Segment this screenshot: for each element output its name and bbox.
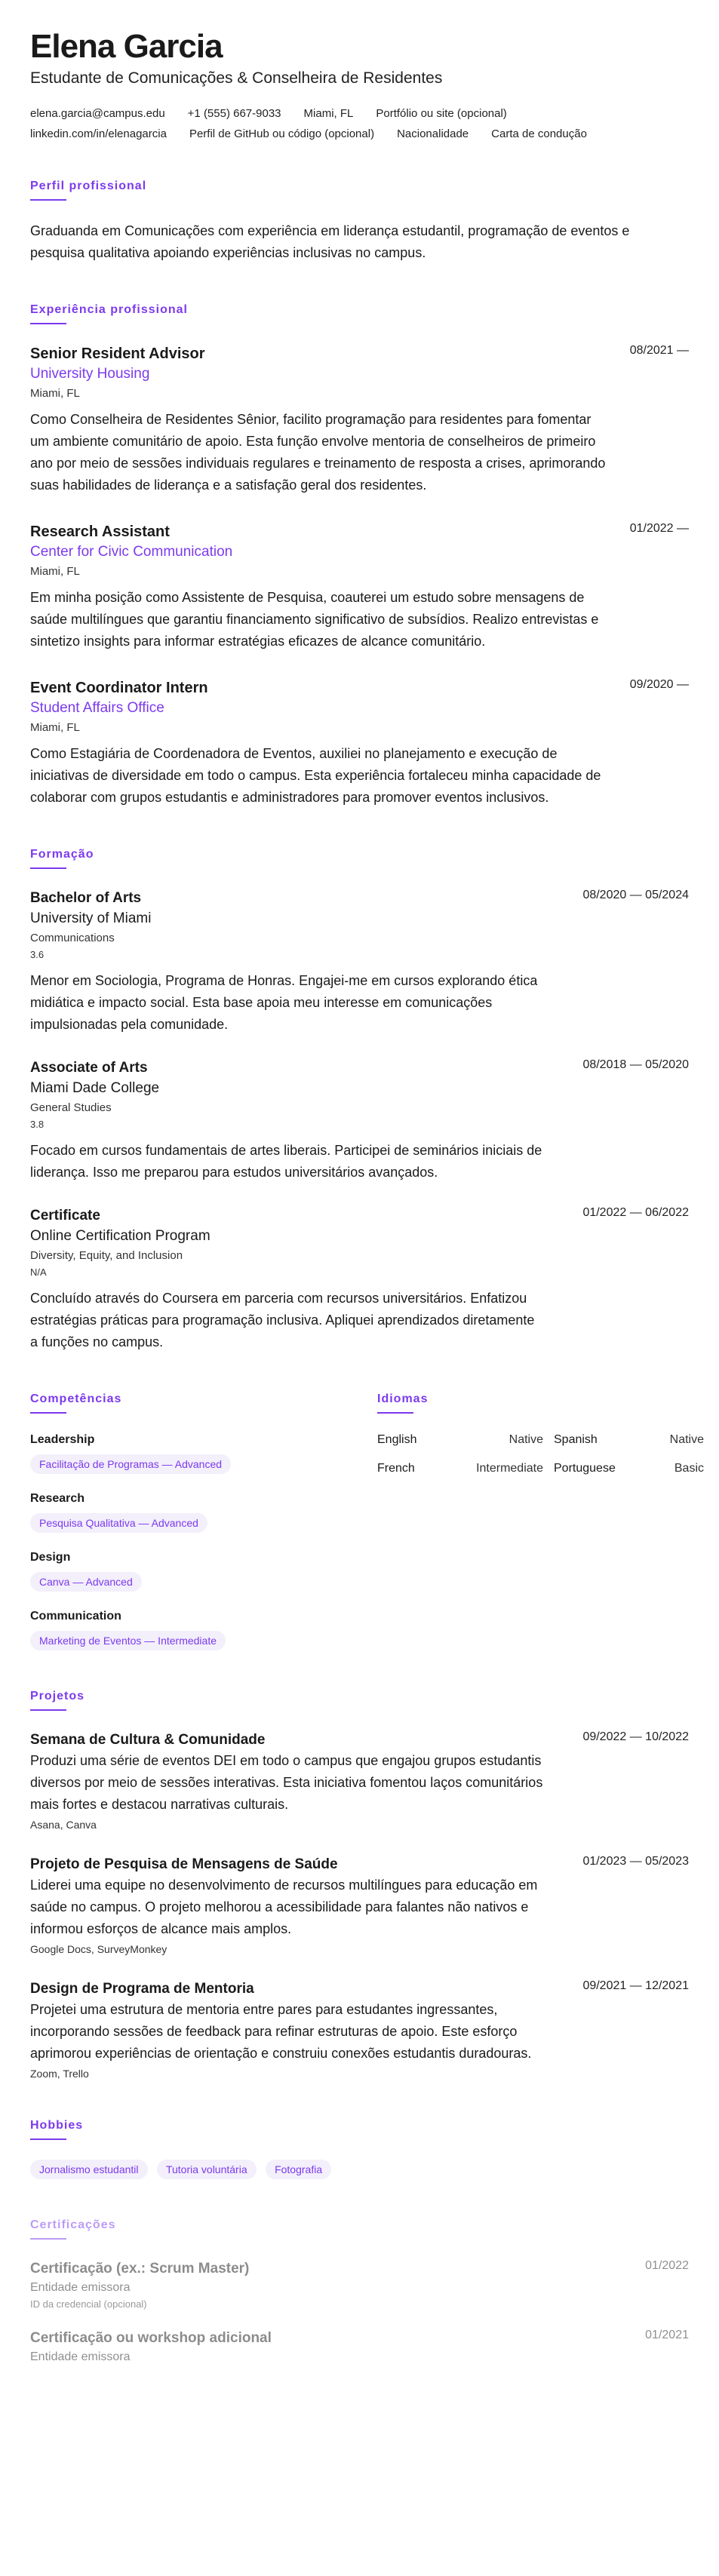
project-tools: Google Docs, SurveyMonkey [30,1943,167,1955]
study-area: General Studies [30,1101,112,1114]
language-name: Portuguese [554,1462,616,1475]
language-name: Spanish [554,1433,598,1446]
education-item [30,1058,689,1184]
experience-list [30,344,689,809]
job-organization: Center for Civic Communication [30,544,233,560]
education-item [30,1206,689,1353]
job-location: Miami, FL [30,387,80,400]
job-description: Como Conselheira de Residentes Sênior, facilito programação para residentes para fomentar um ambiente comunitário de apoio. Esta função envolve mentoria de conselheiros de primeiro ano por meio de sessões individuais regulares e treinamento de resposta a crises, aprimorando suas habilidades de liderança e a satisfação geral dos residentes. [30,412,606,493]
job-location: Miami, FL [30,565,80,578]
job-location: Miami, FL [30,721,80,734]
skill-chip: Pesquisa Qualitativa — Advanced [30,1513,207,1533]
experience-item [30,344,689,496]
project-tools: Zoom, Trello [30,2068,89,2080]
language-level: Basic [674,1462,704,1475]
degree-title: Certificate [30,1208,100,1224]
skills-column [30,1353,377,1650]
certifications-section [30,2179,689,2366]
language-name: French [377,1462,415,1475]
hobby-chip: Jornalismo estudantil [30,2160,148,2179]
skill-name: Research [30,1492,85,1505]
job-title: Senior Resident Advisor [30,345,205,362]
institution-name: Online Certification Program [30,1228,210,1244]
certification-issuer: Entidade emissora [30,2350,131,2363]
certification-date: 01/2022 [645,2259,689,2272]
languages-column [377,1353,704,1650]
profile-summary: Graduanda em Comunicações com experiência em liderança estudantil, programação de eventos e pesquisa qualitativa apoiando experiências inclusivas no campus. [30,223,630,260]
language-list [377,1433,704,1475]
contact-license: Carta de condução [491,127,587,140]
education-description: Concluído através do Coursera em parceria com recursos universitários. Enfatizou estratégias práticas para programação inclusiva. Apliquei aprendizados diretamente a funções no campus. [30,1291,535,1349]
skill-name: Design [30,1551,71,1564]
degree-title: Associate of Arts [30,1060,148,1076]
education-description: Focado em cursos fundamentais de artes liberais. Participei de seminários iniciais de liderança. Isso me preparou para estudos universitários avançados. [30,1143,542,1180]
project-description: Produzi uma série de eventos DEI em todo o campus que engajou grupos estudantis diversos por meio de sessões interativas. Esta iniciativa fomentou laços comunitários mais fortes e destacou narrativas culturais. [30,1753,543,1812]
project-tools: Asana, Canva [30,1819,97,1831]
hobby-chip: Tutoria voluntária [157,2160,257,2179]
skill-chip: Facilitação de Programas — Advanced [30,1454,231,1474]
experience-item [30,678,689,809]
credential-id: ID da credencial (opcional) [30,2298,147,2310]
project-date: 01/2023 — 05/2023 [582,1855,689,1868]
education-list [30,889,689,1353]
language-name: English [377,1433,417,1446]
section-title-education: Formação [30,848,94,869]
education-item [30,889,689,1036]
language-level: Intermediate [476,1462,543,1475]
candidate-headline: Estudante de Comunicações & Conselheira de Residentes [30,69,443,87]
language-level: Native [669,1433,704,1446]
certification-issuer: Entidade emissora [30,2281,131,2294]
section-title-experience: Experiência profissional [30,303,188,324]
job-organization: University Housing [30,366,150,382]
job-organization: Student Affairs Office [30,700,164,716]
skill-name: Communication [30,1610,121,1623]
education-date: 08/2020 — 05/2024 [582,889,689,901]
job-date: 09/2020 — [629,678,689,691]
project-description: Projetei uma estrutura de mentoria entre pares para estudantes ingressantes, incorporando sessões de feedback para refinar estruturas de apoio. Este esforço aprimorou experiências de orientação e construiu conexões estudantis duradouras. [30,2002,532,2061]
section-title-skills: Competências [30,1392,121,1414]
institution-name: University of Miami [30,910,152,926]
job-title: Research Assistant [30,523,170,540]
section-title-projects: Projetos [30,1690,84,1711]
institution-name: Miami Dade College [30,1080,160,1096]
skill-chip: Marketing de Eventos — Intermediate [30,1631,226,1650]
degree-title: Bachelor of Arts [30,890,142,906]
job-description: Como Estagiária de Coordenadora de Eventos, auxiliei no planejamento e execução de iniciativas de diversidade em todo o campus. Esta experiência fortaleceu minha capacidade de colaborar com grupos estudantis e administradores para promover eventos inclusivos. [30,746,601,805]
section-title-hobbies: Hobbies [30,2119,83,2140]
study-area: Communications [30,932,115,944]
certification-title: Certificação (ex.: Scrum Master) [30,2261,250,2277]
contact-phone[interactable]: +1 (555) 667-9033 [187,107,281,120]
certification-item [30,2259,689,2312]
study-area: Diversity, Equity, and Inclusion [30,1249,183,1262]
project-date: 09/2021 — 12/2021 [582,1979,689,1992]
contact-github[interactable]: Perfil de GitHub ou código (opcional) [189,127,375,140]
certification-item [30,2329,689,2366]
contact-portfolio[interactable]: Portfólio ou site (opcional) [376,107,507,120]
experience-item [30,522,689,652]
job-date: 01/2022 — [629,522,689,535]
skill-chip: Canva — Advanced [30,1572,142,1592]
section-title-certifications: Certificações [30,2218,116,2240]
gpa-score: N/A [30,1267,47,1278]
project-title: Semana de Cultura & Comunidade [30,1732,266,1748]
skill-group [30,1492,377,1533]
education-date: 08/2018 — 05/2020 [582,1058,689,1071]
gpa-score: 3.8 [30,1119,45,1130]
hobby-chip: Fotografia [266,2160,331,2179]
candidate-name: Elena Garcia [30,28,223,65]
section-title-profile: Perfil profissional [30,180,146,201]
certification-title: Certificação ou workshop adicional [30,2330,272,2346]
project-title: Design de Programa de Mentoria [30,1981,254,1997]
gpa-score: 3.6 [30,949,45,960]
hobby-list [30,2160,689,2179]
project-item [30,1979,689,2080]
contact-list [30,107,649,140]
education-date: 01/2022 — 06/2022 [582,1206,689,1219]
contact-nationality: Nacionalidade [397,127,469,140]
project-item [30,1730,689,1831]
contact-linkedin[interactable]: linkedin.com/in/elenagarcia [30,127,167,140]
certification-date: 01/2021 [645,2329,689,2341]
skill-name: Leadership [30,1433,95,1446]
job-description: Em minha posição como Assistente de Pesquisa, coauterei um estudo sobre mensagens de saúde multilíngues que garantiu financiamento significativo de subsídios. Realizo entrevistas e sintetizo insights para informar estratégias eficazes de alcance comunitário. [30,590,599,649]
project-item [30,1855,689,1955]
resume-header [30,27,689,140]
contact-location: Miami, FL [303,107,354,120]
skill-group [30,1551,377,1592]
language-level: Native [509,1433,543,1446]
skill-group [30,1610,377,1650]
project-description: Liderei uma equipe no desenvolvimento de recursos multilíngues para educação em saúde no campus. O projeto melhorou a acessibilidade para falantes não nativos e informou esforços de alcance mais amplos. [30,1878,538,1936]
project-date: 09/2022 — 10/2022 [582,1730,689,1743]
job-date: 08/2021 — [629,344,689,357]
contact-email[interactable]: elena.garcia@campus.edu [30,107,165,120]
job-title: Event Coordinator Intern [30,680,208,696]
project-list [30,1730,689,2080]
skill-group [30,1433,377,1474]
education-description: Menor em Sociologia, Programa de Honras. Engajei-me em cursos explorando ética midiática e impacto social. Esta base apoia meu interesse em comunicações impulsionadas pela comunidade. [30,973,538,1032]
section-title-languages: Idiomas [377,1392,428,1414]
skills-languages-row [30,1353,704,1650]
project-title: Projeto de Pesquisa de Mensagens de Saúde [30,1856,338,1872]
